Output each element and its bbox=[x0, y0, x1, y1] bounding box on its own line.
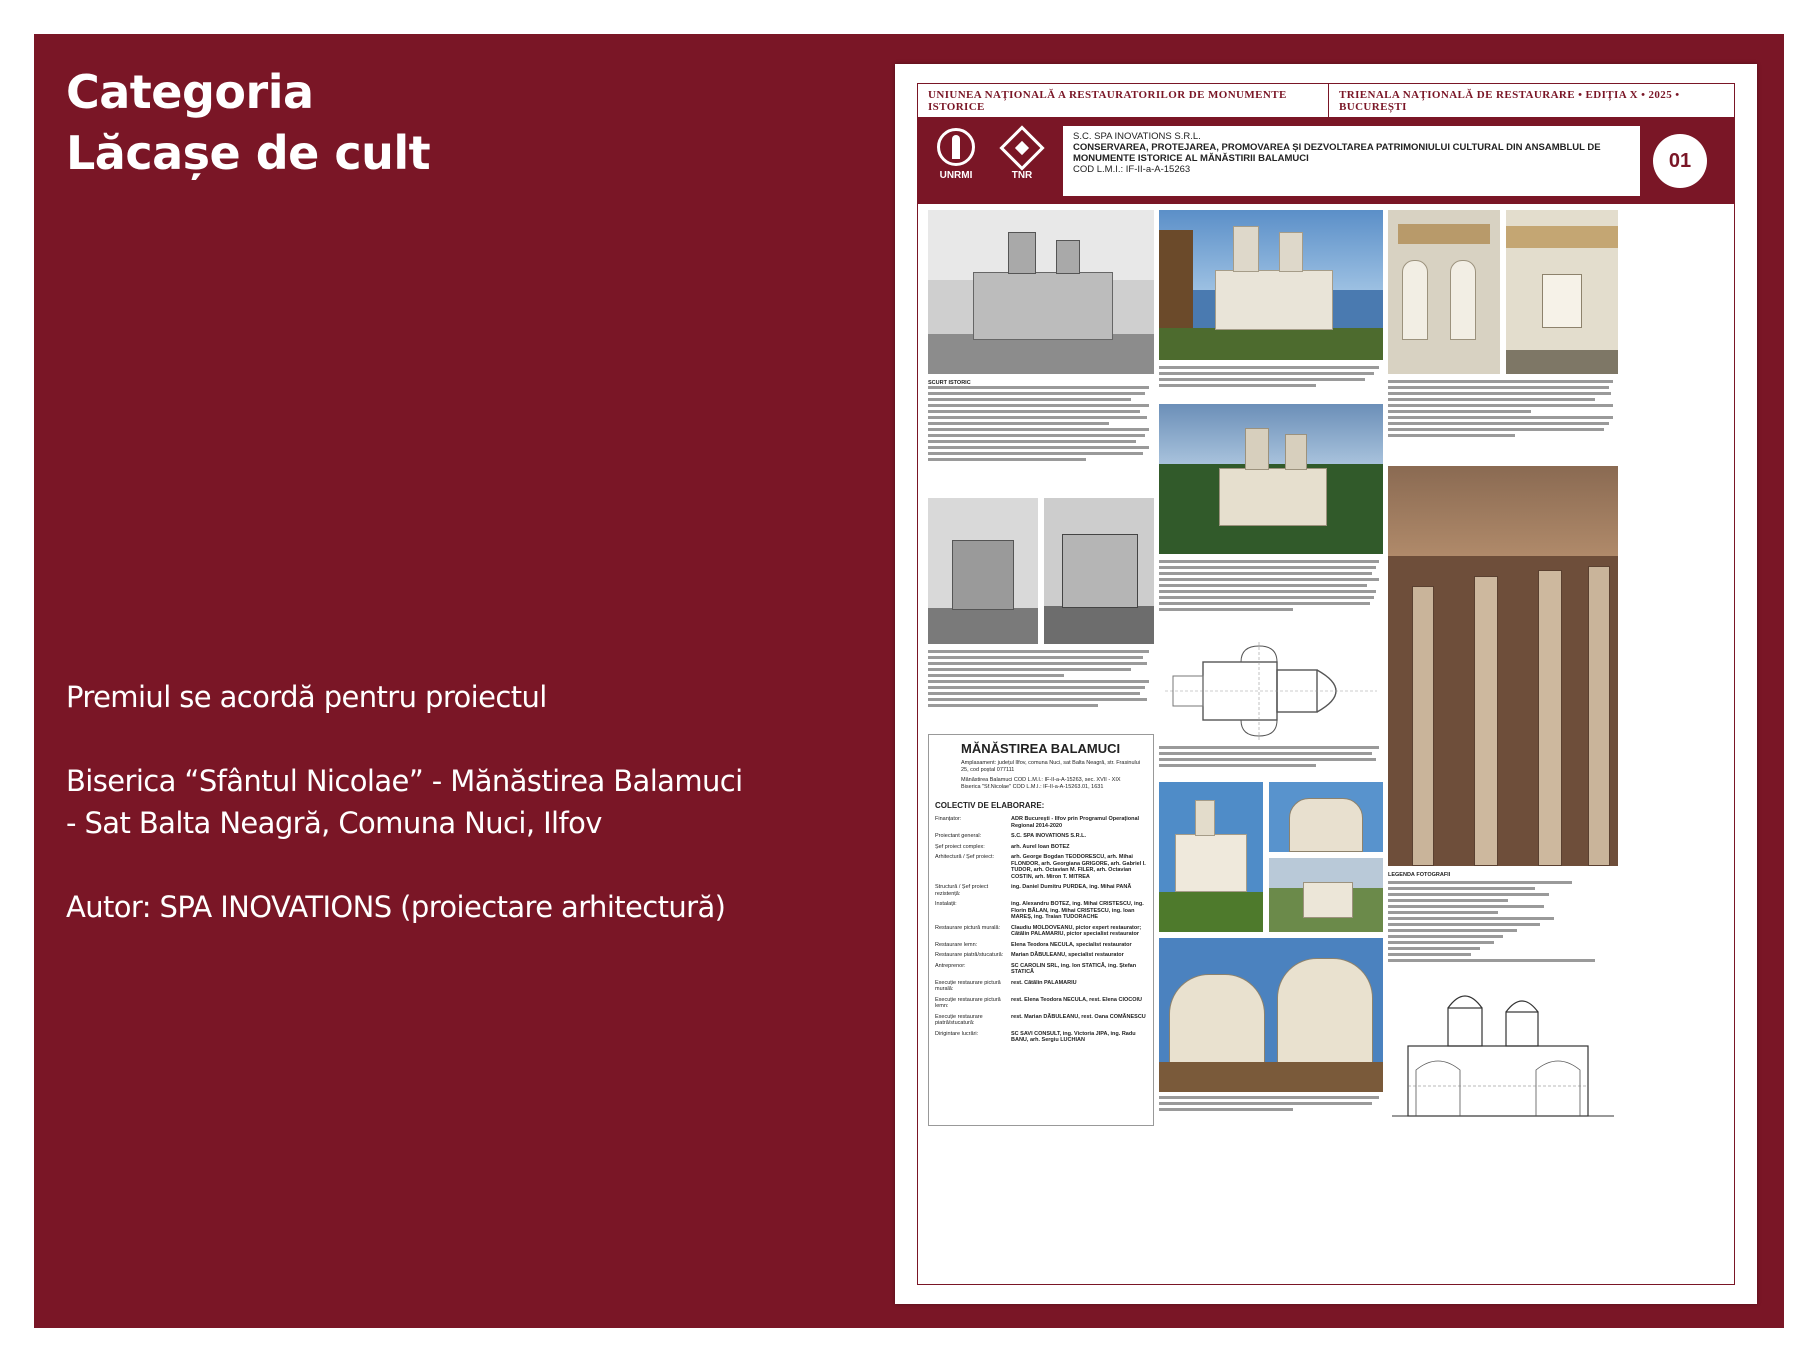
historic-photo-01 bbox=[928, 210, 1154, 374]
team-member-row bbox=[935, 854, 1147, 880]
category-title bbox=[66, 62, 430, 184]
church-photo-04 bbox=[1159, 210, 1383, 360]
facade-photo-11 bbox=[1388, 210, 1500, 374]
team-member-row bbox=[935, 1031, 1147, 1044]
team-member-role: Restaurare piatră/stucatură: bbox=[935, 952, 1004, 958]
award-project bbox=[66, 760, 846, 844]
history-text bbox=[928, 380, 1154, 492]
poster-project-title: CONSERVAREA, PROTEJAREA, PROMOVAREA ȘI DEZVOLTAREA PATRIMONIULUI CULTURAL DIN ANSAMBLUL DE MONUMENTE ISTORICE AL MĂNĂSTIRII BALAMUCI bbox=[1073, 142, 1601, 164]
team-member-row bbox=[935, 963, 1147, 976]
team-member-row bbox=[935, 844, 1147, 851]
team-member-row bbox=[935, 884, 1147, 897]
team-member-role: Execuție restaurare piatră/stucatură: bbox=[935, 1013, 983, 1026]
porch-photo-13 bbox=[1388, 466, 1618, 866]
team-member-name: ing. Alexandru BOTEZ, ing. Mihai CRISTESCU, ing. Florin BĂLAN, ing. Mihai CRISTESCU, ing. Ioan MAREȘ, ing. Traian TUDORACHE bbox=[1011, 901, 1144, 920]
team-member-role: Structură / Șef proiect rezistență: bbox=[935, 884, 989, 897]
unrmi-logo-icon bbox=[932, 128, 980, 194]
team-member-name: S.C. SPA INOVATIONS S.R.L. bbox=[1011, 833, 1086, 839]
info-address: Amplasament: județul Ilfov, comuna Nuci, sat Balta Neagră, str. Frasinului 25, cod poștal 077111 bbox=[961, 760, 1141, 773]
team-member-name: ing. Daniel Dumitru PURDEA, ing. Mihai PANĂ bbox=[1011, 884, 1132, 890]
team-member-role: Finanțator: bbox=[935, 816, 962, 822]
team-member-role: Șef proiect complex: bbox=[935, 843, 985, 850]
floor-plan-drawing bbox=[1159, 640, 1383, 744]
team-member-name: SC CAROLIN SRL, ing. Ion STATICĂ, ing. Ștefan STATICĂ bbox=[1011, 962, 1137, 975]
team-list bbox=[935, 816, 1147, 1044]
history-heading: SCURT ISTORIC bbox=[928, 380, 971, 386]
team-member-name: Claudiu MOLDOVEANU, pictor expert restaurator; Cătălin PALAMARIU, pictor specialist restaurator bbox=[1011, 924, 1142, 937]
team-member-row bbox=[935, 942, 1147, 949]
team-member-row bbox=[935, 997, 1147, 1010]
poster-org-name: UNIUNEA NAȚIONALĂ A RESTAURATORILOR DE MONUMENTE ISTORICE bbox=[918, 84, 1329, 117]
poster-frame bbox=[917, 83, 1735, 1285]
team-member-role: Dirigintare lucrări: bbox=[935, 1030, 979, 1037]
team-member-row bbox=[935, 952, 1147, 959]
award-description bbox=[66, 676, 846, 970]
team-member-role: Execuție restaurare pictură murală: bbox=[935, 979, 1001, 992]
award-intro: Premiul se acordă pentru proiectul bbox=[66, 680, 547, 714]
tnr-logo-label: TNR bbox=[1011, 170, 1033, 181]
poster-company: S.C. SPA INOVATIONS S.R.L. bbox=[1073, 131, 1201, 142]
team-member-name: rest. Marian DĂBULEANU, rest. Oana COMĂNESCU bbox=[1011, 1013, 1146, 1020]
facade-photo-12 bbox=[1506, 210, 1618, 374]
info-codes-2: Biserica "Sf.Nicolae" COD L.M.I.: IF-II-a-A-15263.01, 1631 bbox=[961, 784, 1104, 790]
team-member-role: Restaurare lemn: bbox=[935, 941, 978, 948]
unrmi-logo-label: UNRMI bbox=[939, 170, 973, 181]
project-line-1: Biserica “Sfântul Nicolae” - Mănăstirea Balamuci bbox=[66, 764, 743, 798]
team-member-role: Instalații: bbox=[935, 901, 957, 907]
team-member-name: ADR București - Ilfov prin Programul Operațional Regional 2014-2020 bbox=[1011, 816, 1140, 829]
team-member-role: Restaurare pictură murală: bbox=[935, 924, 1001, 931]
team-member-row bbox=[935, 901, 1147, 921]
poster-top-bar bbox=[918, 84, 1734, 118]
tnr-logo-icon bbox=[994, 128, 1050, 194]
team-member-name: Elena Teodora NECULA, specialist restaurator bbox=[1011, 941, 1132, 948]
section-drawing bbox=[1388, 986, 1618, 1124]
project-line-2: - Sat Balta Neagră, Comuna Nuci, Ilfov bbox=[66, 806, 602, 840]
church-photo-05 bbox=[1159, 404, 1383, 554]
team-member-name: SC SAVI CONSULT, ing. Victoria JIPA, ing. Radu BANU, arh. Sergiu LUCHIAN bbox=[1011, 1030, 1136, 1043]
history-text-2 bbox=[928, 650, 1154, 730]
team-member-name: Marian DĂBULEANU, specialist restaurator bbox=[1011, 952, 1124, 958]
team-member-row bbox=[935, 816, 1147, 829]
restoration-text-2 bbox=[1159, 560, 1383, 636]
poster-header-band bbox=[918, 118, 1734, 204]
info-title: MĂNĂSTIREA BALAMUCI bbox=[961, 741, 1121, 756]
team-member-row bbox=[935, 1014, 1147, 1027]
legend-heading: LEGENDĂ FOTOGRAFII bbox=[1388, 872, 1451, 878]
team-member-row bbox=[935, 980, 1147, 993]
restoration-text bbox=[1159, 366, 1383, 400]
team-member-name: arh. Aurel Ioan BOTEZ bbox=[1011, 843, 1070, 850]
photo-10-caption bbox=[1159, 1096, 1383, 1120]
poster-event-name: TRIENALA NAȚIONALĂ DE RESTAURARE • EDIȚIA X • 2025 • BUCUREȘTI bbox=[1339, 88, 1680, 113]
project-poster bbox=[895, 64, 1757, 1304]
category-name: Lăcașe de cult bbox=[66, 126, 431, 180]
info-panel bbox=[928, 734, 1154, 1126]
church-photo-08 bbox=[1269, 782, 1383, 852]
plan-text bbox=[1159, 746, 1383, 776]
church-photo-07 bbox=[1159, 782, 1263, 932]
church-photo-09 bbox=[1269, 858, 1383, 932]
poster-lmi-code: COD L.M.I.: IF-II-a-A-15263 bbox=[1073, 164, 1191, 175]
team-member-row bbox=[935, 833, 1147, 840]
team-member-role: Execuție restaurare pictură lemn: bbox=[935, 996, 1001, 1009]
team-heading: COLECTIV DE ELABORARE: bbox=[935, 801, 1045, 810]
team-member-name: rest. Elena Teodora NECULA, rest. Elena CIOCOIU bbox=[1011, 996, 1143, 1003]
category-label: Categoria bbox=[66, 65, 314, 119]
team-member-role: Proiectant general: bbox=[935, 833, 982, 839]
team-member-row bbox=[935, 925, 1147, 938]
poster-number: 01 bbox=[1653, 134, 1707, 188]
award-author: Autor: SPA INOVATIONS (proiectare arhitectură) bbox=[66, 890, 726, 924]
church-photo-10 bbox=[1159, 938, 1383, 1092]
historic-photo-03 bbox=[1044, 498, 1154, 644]
info-codes-1: Mănăstirea Balamuci COD L.M.I.: IF-II-a-A-15263, sec. XVII - XIX bbox=[961, 777, 1121, 783]
poster-project-header bbox=[1063, 126, 1640, 196]
team-member-role: Antreprenor: bbox=[935, 962, 966, 969]
facade-text bbox=[1388, 380, 1618, 460]
historic-photo-02 bbox=[928, 498, 1038, 644]
team-member-name: rest. Cătălin PALAMARIU bbox=[1011, 979, 1077, 986]
team-member-role: Arhitectură / Șef proiect: bbox=[935, 854, 994, 860]
team-member-name: arh. George Bogdan TEODORESCU, arh. Mihai FLONDOR, arh. Georgiana GRIGORE, arh. Gabriel I. TUDOR, arh. Octavian M. FILER, arh. Octavian COSTIN, arh. Miron T. MITREA bbox=[1011, 854, 1146, 880]
photo-legend bbox=[1388, 872, 1618, 982]
